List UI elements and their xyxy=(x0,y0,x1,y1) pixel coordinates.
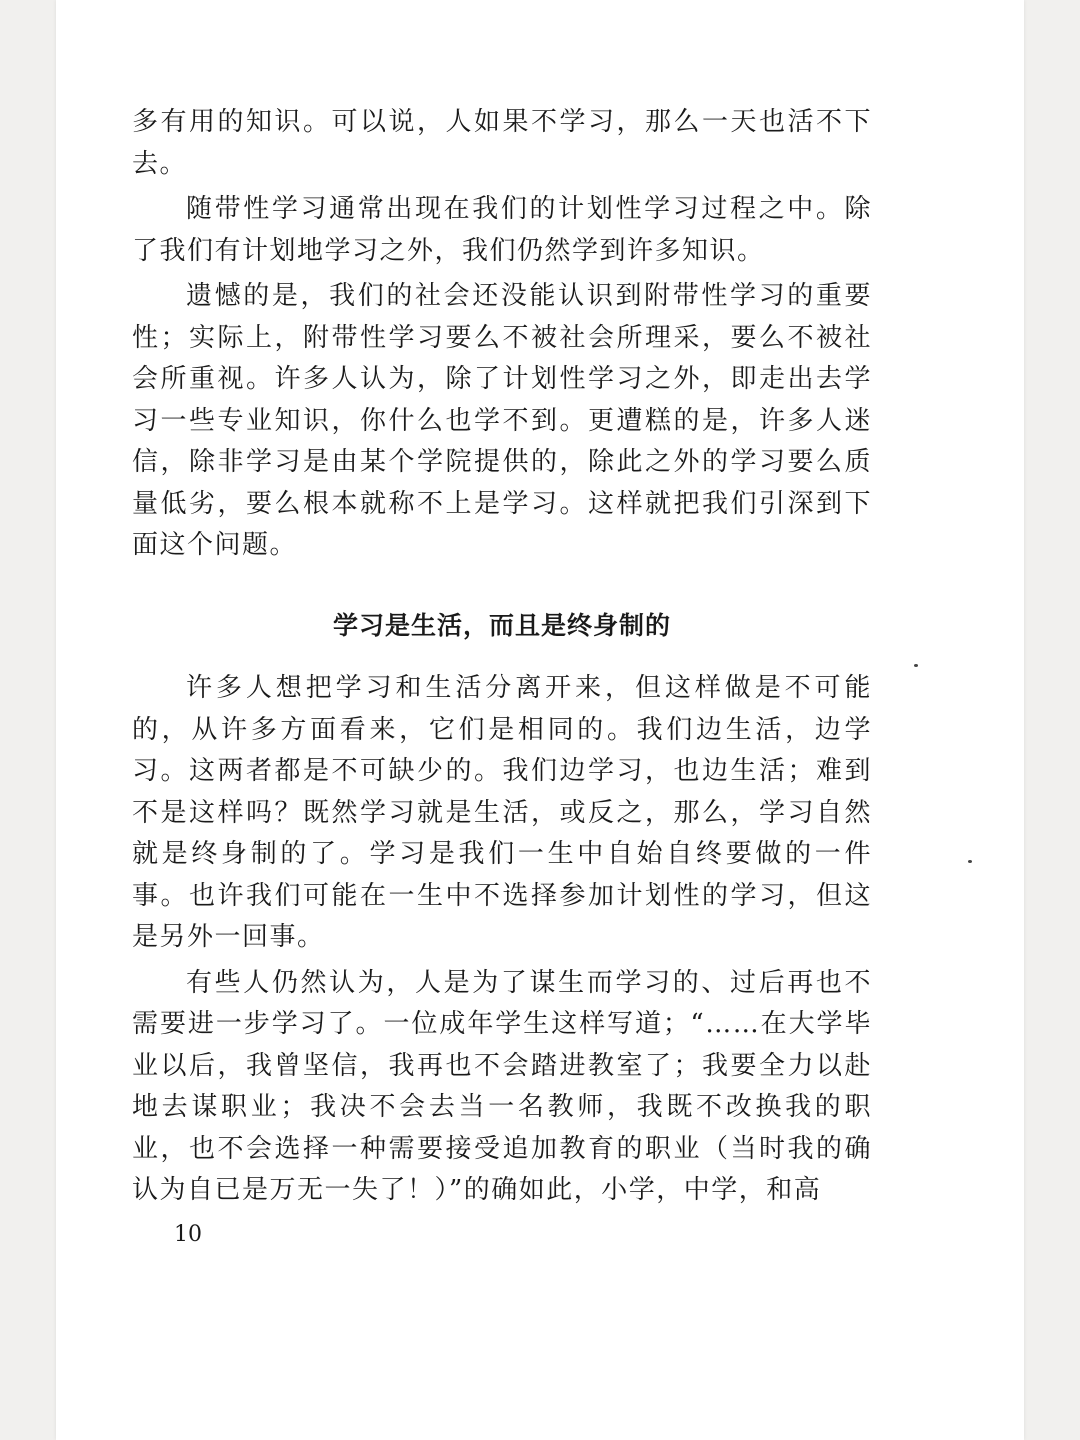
paragraph-1: 多有用的知识。可以说，人如果不学习，那么一天也活不下去。 xyxy=(132,107,872,179)
page-number: 10 xyxy=(174,1222,202,1247)
paragraph-3: 遗憾的是，我们的社会还没能认识到附带性学习的重要性；实际上，附带性学习要么不被社会所理采，要么不被社会所重视。许多人认为，除了计划性学习之外，即走出去学习一些专业知识，你什么也学不到。更遭糕的是，许多人迷信，除非学习是由某个学院提供的，除此之外的学习要么质量低劣，要么根本就称不上是学习。这样就把我们引深到下面这个问题。 xyxy=(132,281,872,560)
scan-speck xyxy=(968,860,972,863)
section-paragraph-1: 许多人想把学习和生活分离开来，但这样做是不可能的，从许多方面看来，它们是相同的。我们边生活，边学习。这两者都是不可缺少的。我们边学习，也边生活；难到不是这样吗？既然学习就是生活，或反之，那么，学习自然就是终身制的了。学习是我们一生中自始自终要做的一件事。也许我们可能在一生中不选择参加计划性的学习，但这是另外一回事。 xyxy=(132,673,872,952)
section-paragraph-2: 有些人仍然认为，人是为了谋生而学习的、过后再也不需要进一步学习了。一位成年学生这样写道；“……在大学毕业以后，我曾坚信，我再也不会踏进教室了；我要全力以赴地去谋职业；我决不会去当一名教师，我既不改换我的职业，也不会选择一种需要接受追加教育的职业（当时我的确认为自已是万无一失了！）”的确如此，小学，中学，和高 xyxy=(132,967,872,1205)
section-heading: 学习是生活，而且是终身制的 xyxy=(332,610,671,640)
book-page xyxy=(56,0,1024,1440)
page-body xyxy=(132,102,872,1216)
scan-speck xyxy=(914,664,918,667)
paragraph-2: 随带性学习通常出现在我们的计划性学习过程之中。除了我们有计划地学习之外，我们仍然学到许多知识。 xyxy=(132,194,872,266)
